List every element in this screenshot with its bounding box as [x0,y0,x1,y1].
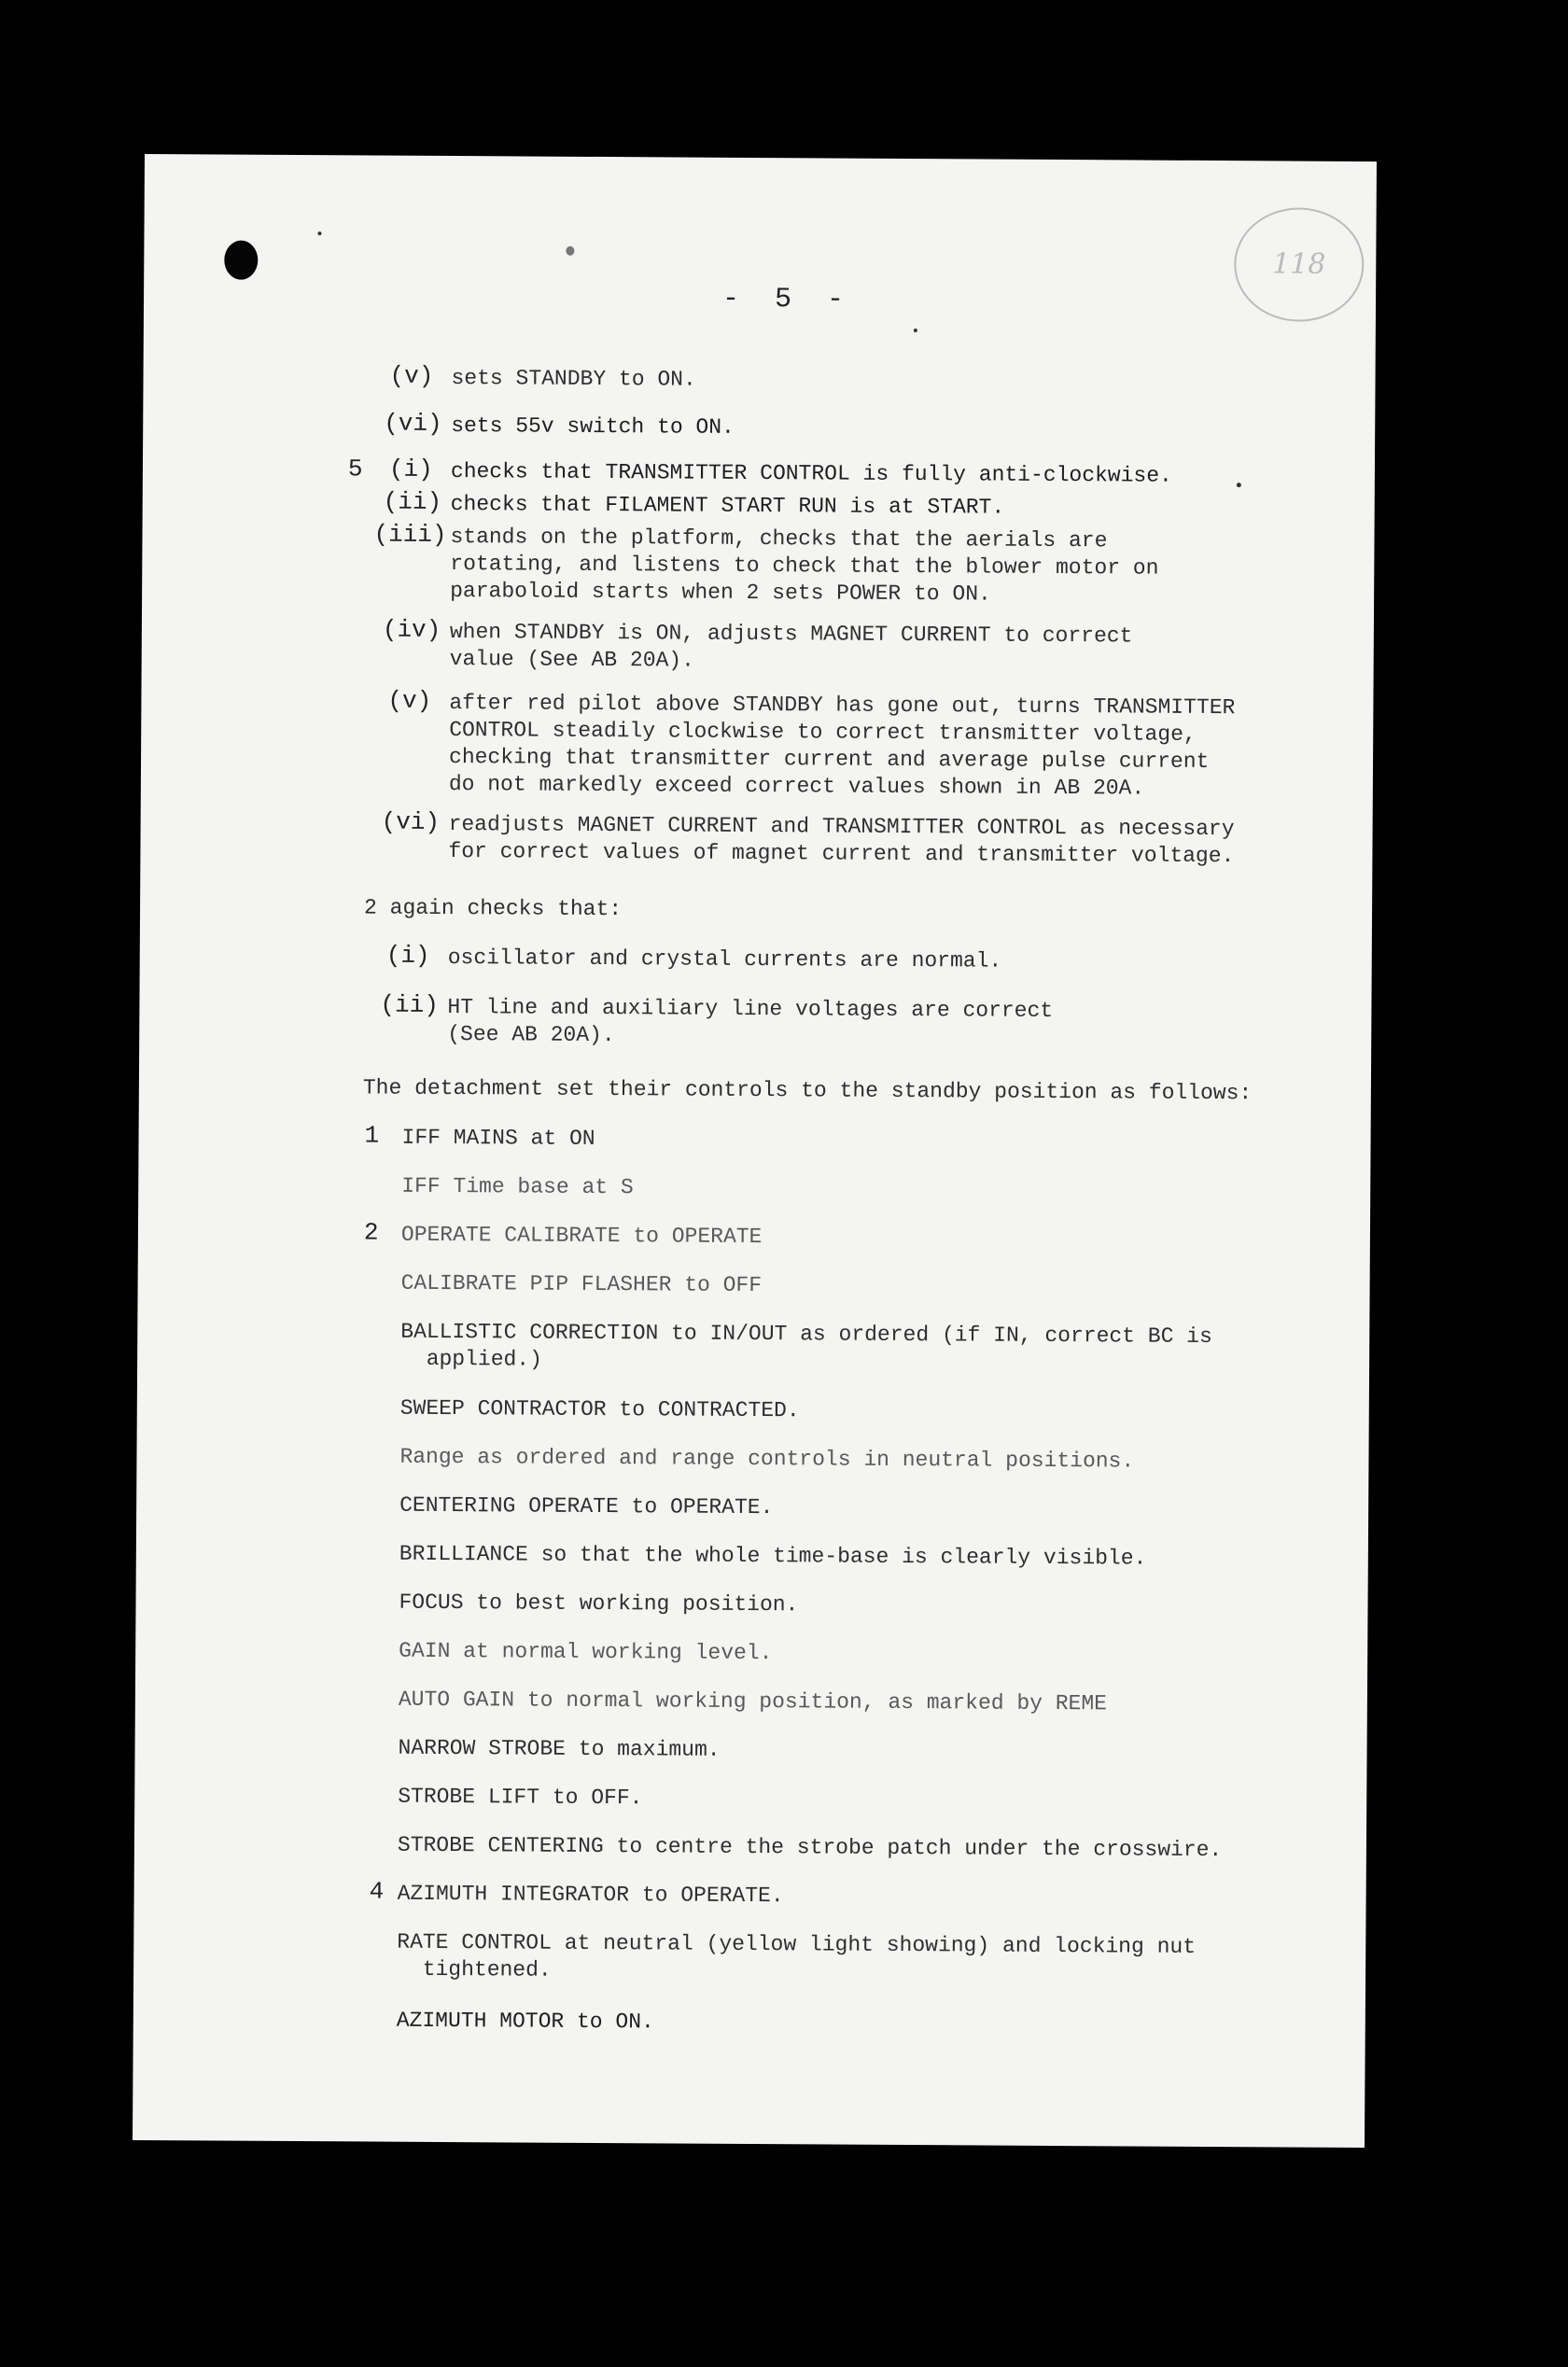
control-setting: IFF Time base at S [401,1173,634,1200]
control-setting: BALLISTIC CORRECTION to IN/OUT as ordered (if IN, correct BC is [400,1319,1212,1350]
step-text: checks that TRANSMITTER CONTROL is fully anti-clockwise. [450,459,1172,488]
control-setting: OPERATE CALIBRATE to OPERATE [400,1222,763,1250]
section-intro: The detachment set their controls to the standby position as follows: [362,1075,1253,1106]
section-intro: 2 again checks that: [363,895,623,922]
speck [566,246,574,256]
page-stamp: 118 [1234,207,1365,322]
control-setting: CENTERING OPERATE to OPERATE. [399,1492,774,1520]
control-setting: AUTO GAIN to normal working position, as marked by REME [398,1687,1108,1716]
step-text: checking that transmitter current and average pulse current [448,745,1210,774]
step-text: checks that FILAMENT START RUN is at START. [450,492,1005,520]
step-marker: (iii) [373,520,447,549]
group-number: 4 [369,1877,385,1906]
step-marker: (v) [389,361,434,390]
control-setting: NARROW STROBE to maximum. [398,1735,721,1762]
step-marker: (vi) [381,807,441,836]
control-setting: IFF MAINS at ON [401,1125,595,1151]
step-text: sets STANDBY to ON. [451,366,696,392]
step-text: value (See AB 20A). [449,647,695,673]
step-text: sets 55v switch to ON. [451,413,735,440]
step-text: HT line and auxiliary line voltages are correct [447,994,1054,1023]
step-text: for correct values of magnet current and transmitter voltage. [448,839,1235,869]
step-marker: (i) [385,941,430,970]
step-text: rotating, and listens to check that the blower motor on [450,552,1159,581]
step-marker: (ii) [383,487,442,516]
control-setting: RATE CONTROL at neutral (yellow light showing) and locking nut [397,1929,1197,1959]
control-setting: BRILLIANCE so that the whole time-base is clearly visible. [399,1541,1147,1571]
control-setting: CALIBRATE PIP FLASHER to OFF [400,1270,763,1298]
group-number: 2 [363,1218,379,1247]
step-text: after red pilot above STANDBY has gone out, turns TRANSMITTER [449,691,1236,721]
control-setting: STROBE LIFT to OFF. [398,1784,643,1811]
document-page [133,154,1377,2148]
step-text: paraboloid starts when 2 sets POWER to ON. [450,579,991,607]
speck [1237,483,1241,487]
control-setting: GAIN at normal working level. [399,1638,773,1666]
control-setting: STROBE CENTERING to centre the strobe patch under the crosswire. [397,1832,1223,1863]
control-setting: FOCUS to best working position. [399,1590,799,1618]
speck [317,231,321,235]
control-setting: SWEEP CONTRACTOR to CONTRACTED. [399,1395,800,1423]
speck [914,329,917,332]
control-setting: tightened. [397,1956,552,1982]
page-number: - 5 - [721,283,854,316]
step-marker: (ii) [380,990,439,1019]
group-number: 1 [364,1121,380,1150]
step-marker: (v) [387,686,432,715]
step-text: do not markedly exceed correct values shown in AB 20A. [448,772,1145,801]
step-text: readjusts MAGNET CURRENT and TRANSMITTER CONTROL as necessary [448,812,1235,842]
control-setting: applied.) [400,1346,543,1372]
step-marker: (iv) [382,615,441,644]
step-marker: (vi) [384,409,442,438]
control-setting: AZIMUTH MOTOR to ON. [396,2008,654,2035]
step-text: oscillator and crystal currents are normal. [447,945,1002,973]
step-text: stands on the platform, checks that the aerials are [450,525,1108,553]
control-setting: AZIMUTH INTEGRATOR to OPERATE. [397,1881,784,1909]
control-setting: Range as ordered and range controls in neutral positions. [399,1444,1135,1474]
step-marker: (i) [388,455,433,483]
group-number: 5 [347,455,363,483]
step-text: (See AB 20A). [447,1021,615,1048]
step-text: CONTROL steadily clockwise to correct transmitter voltage, [449,718,1197,747]
step-text: when STANDBY is ON, adjusts MAGNET CURRENT to correct [449,620,1133,649]
punch-hole [224,241,258,280]
